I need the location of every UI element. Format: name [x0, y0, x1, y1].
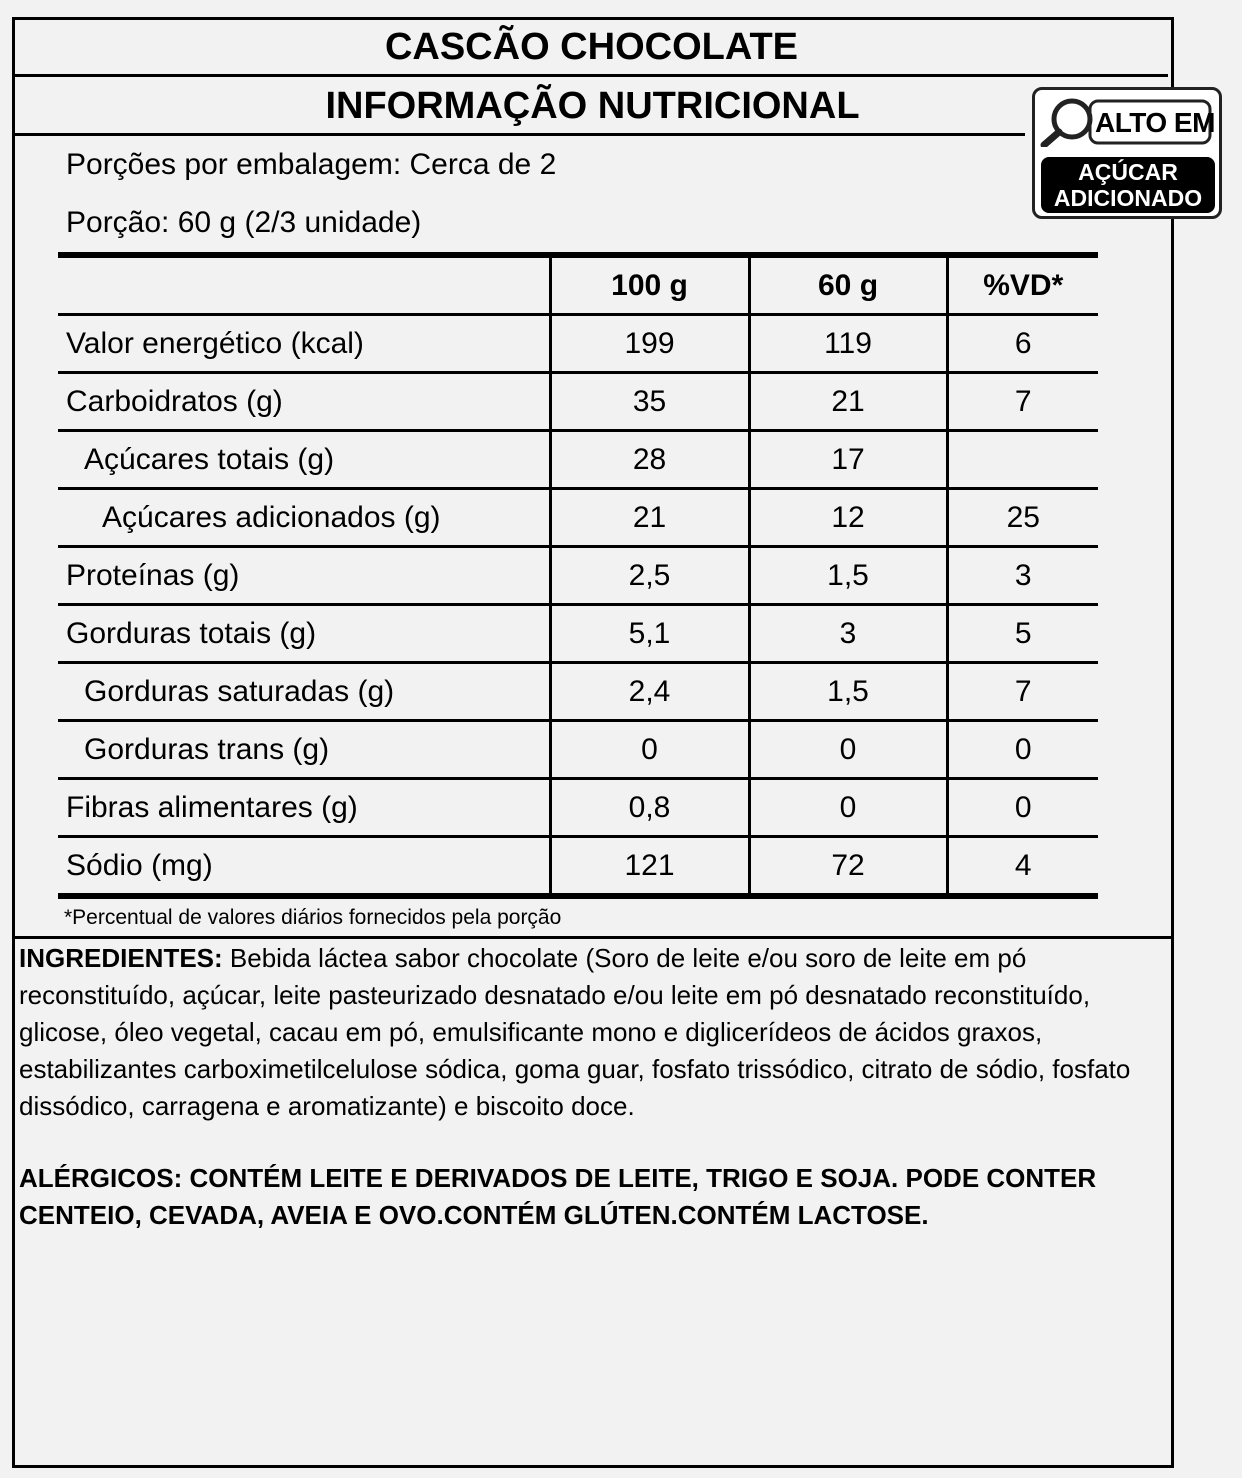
- value-daily-percent: 6: [947, 315, 1098, 373]
- header-nutrient: [58, 255, 550, 315]
- value-daily-percent: [947, 431, 1098, 489]
- value-per-100g: 35: [550, 373, 749, 431]
- nutrient-label: Gorduras saturadas (g): [58, 663, 550, 721]
- value-daily-percent: 5: [947, 605, 1098, 663]
- value-daily-percent: 25: [947, 489, 1098, 547]
- table-row: [58, 431, 1098, 489]
- value-per-100g: 0: [550, 721, 749, 779]
- nutrient-label: Carboidratos (g): [58, 373, 550, 431]
- header-per-portion: 60 g: [749, 255, 947, 315]
- value-per-portion: 3: [749, 605, 947, 663]
- serving-size: Porção: 60 g (2/3 unidade): [66, 206, 422, 239]
- table-row: [58, 663, 1098, 721]
- ingredients-text: Bebida láctea sabor chocolate (Soro de leite e/ou soro de leite em pó reconstituído, açúcar, leite pasteurizado desnatado e/ou leite em pó desnatado reconstituído, glicose, óleo vegetal, cacau em pó, emulsificante mono e diglicerídeos de ácidos graxos, estabilizantes carboximetilcelulose sódica, goma guar, fosfato trissódico, citrato de sódio, fosfato dissódico, carragena e aromatizante) e biscoito doce.: [19, 943, 1131, 1121]
- nutrient-label: Fibras alimentares (g): [58, 779, 550, 837]
- value-per-portion: 0: [749, 779, 947, 837]
- value-per-100g: 0,8: [550, 779, 749, 837]
- table-row: [58, 721, 1098, 779]
- nutrient-label: Gorduras trans (g): [58, 721, 550, 779]
- value-per-100g: 5,1: [550, 605, 749, 663]
- value-per-100g: 121: [550, 837, 749, 897]
- value-per-100g: 199: [550, 315, 749, 373]
- value-per-portion: 0: [749, 721, 947, 779]
- nutrient-label: Açúcares totais (g): [58, 431, 550, 489]
- table-row: [58, 547, 1098, 605]
- value-daily-percent: 0: [947, 721, 1098, 779]
- product-name: CASCÃO CHOCOLATE: [384, 26, 799, 68]
- allergens-statement: ALÉRGICOS: CONTÉM LEITE E DERIVADOS DE LEITE, TRIGO E SOJA. PODE CONTER CENTEIO, CEVADA, AVEIA E OVO.CONTÉM GLÚTEN.CONTÉM LACTOSE.: [19, 1163, 1097, 1230]
- seal-line-2: ADICIONADO: [1053, 185, 1203, 211]
- seal-top-text: ALTO EM: [1095, 107, 1215, 138]
- table-header-row: [58, 255, 1098, 315]
- value-per-portion: 1,5: [749, 663, 947, 721]
- table-row: [58, 779, 1098, 837]
- divider-line: [15, 133, 1025, 136]
- value-daily-percent: 7: [947, 663, 1098, 721]
- table-title: INFORMAÇÃO NUTRICIONAL: [325, 85, 860, 127]
- value-per-100g: 21: [550, 489, 749, 547]
- header-per-100g: 100 g: [550, 255, 749, 315]
- value-per-100g: 2,5: [550, 547, 749, 605]
- servings-per-package: Porções por embalagem: Cerca de 2: [66, 148, 557, 181]
- nutrient-label: Proteínas (g): [58, 547, 550, 605]
- seal-warning-box: [1041, 157, 1215, 213]
- divider-line: [15, 74, 1168, 77]
- value-daily-percent: 7: [947, 373, 1098, 431]
- nutrient-label: Sódio (mg): [58, 837, 550, 897]
- value-per-100g: 28: [550, 431, 749, 489]
- table-row: [58, 373, 1098, 431]
- footnote: *Percentual de valores diários fornecidos pela porção: [64, 906, 562, 929]
- table-row: [58, 315, 1098, 373]
- value-per-portion: 1,5: [749, 547, 947, 605]
- value-per-portion: 12: [749, 489, 947, 547]
- value-per-portion: 119: [749, 315, 947, 373]
- value-per-portion: 72: [749, 837, 947, 897]
- nutrition-table: [58, 252, 1098, 899]
- nutrient-label: Açúcares adicionados (g): [58, 489, 550, 547]
- ingredients-label: INGREDIENTES:: [19, 943, 223, 973]
- value-daily-percent: 0: [947, 779, 1098, 837]
- nutrient-label: Valor energético (kcal): [58, 315, 550, 373]
- value-per-100g: 2,4: [550, 663, 749, 721]
- table-row: [58, 489, 1098, 547]
- ingredients-block: [19, 940, 1169, 1125]
- table-row: [58, 837, 1098, 897]
- header-daily-value: %VD*: [947, 255, 1098, 315]
- value-daily-percent: 3: [947, 547, 1098, 605]
- nutrient-label: Gorduras totais (g): [58, 605, 550, 663]
- value-per-portion: 17: [749, 431, 947, 489]
- divider-line: [15, 936, 1171, 939]
- value-per-portion: 21: [749, 373, 947, 431]
- value-daily-percent: 4: [947, 837, 1098, 897]
- table-row: [58, 605, 1098, 663]
- seal-line-1: AÇÚCAR: [1078, 159, 1178, 185]
